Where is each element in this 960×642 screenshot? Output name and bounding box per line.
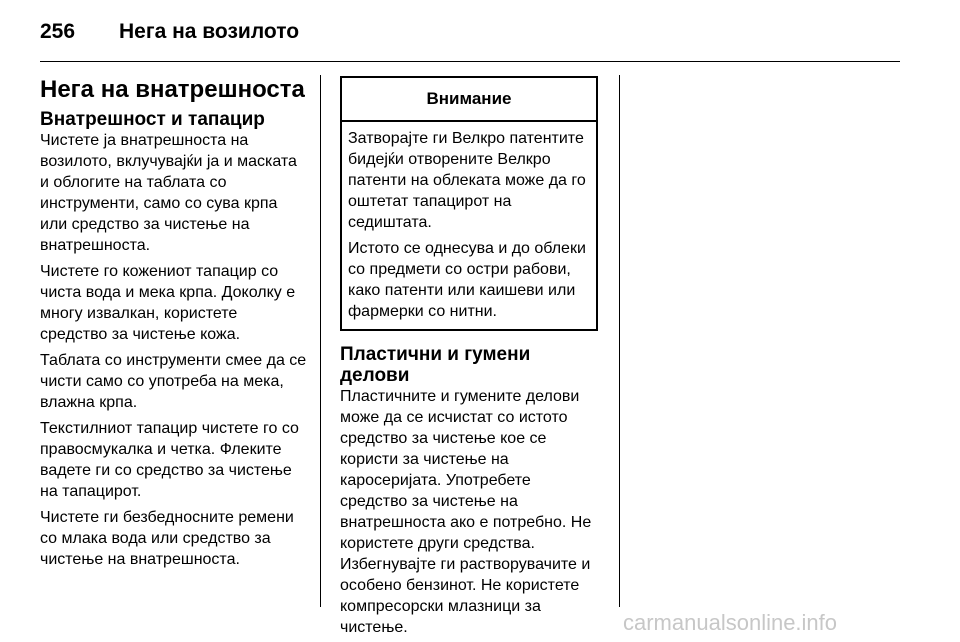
column-divider-right (619, 75, 620, 607)
watermark-text: carmanualsonline.info (623, 610, 838, 635)
page-number: 256 (40, 20, 76, 43)
paragraph: Чистете го кожениот тапацир со чиста вода и мека крпа. Доколку е многу извалкан, користете средство за чистење кожа. (40, 263, 296, 343)
caution-body (342, 122, 596, 329)
section-heading: Нега на внатрешноста (40, 76, 305, 103)
paragraph: Чистете ја внатрешноста на возилото, вклучувајќи ја и маската и облогите на таблата со инструменти, само со сува крпа или средство за чистење на внатрешноста. (40, 132, 297, 254)
column-divider-left (320, 75, 321, 607)
header-rule (40, 61, 900, 62)
paragraph: Чистете ги безбедносните ремени со млака вода или средство за чистење на внатрешноста. (40, 509, 294, 568)
plastic-rubber-heading: Пластични и гумени делови (340, 344, 531, 386)
caution-paragraph: Истото се однесува и до облеки со предмети со остри рабови, како патенти или каишеви или фармерки со нитни. (348, 240, 586, 320)
page-header-title: Нега на возилото (119, 20, 300, 43)
caution-paragraph: Затворајте ги Велкро патентите бидејќи отворените Велкро патенти на облеката може да го оштетат тапацирот на седиштата. (348, 130, 586, 231)
caution-title: Внимание (342, 78, 596, 122)
plastic-rubber-section (340, 344, 602, 638)
interior-upholstery-heading: Внатрешност и тапацир (40, 109, 265, 130)
left-column (40, 76, 308, 570)
paragraph: Таблата со инструменти смее да се чисти само со употреба на мека, влажна крпа. (40, 352, 307, 411)
paragraph: Пластичните и гумените делови може да се исчистат со истото средство за чистење кое се користи за чистење на каросеријата. Употребете средство за чистење на внатрешноста ако е потребно. Не користете други средства. Избегнувајте ги растворувачите и особено бензинот. Не користете компресорски млазници за чистење. (340, 388, 592, 636)
paragraph: Текстилниот тапацир чистете го со правосмукалка и четка. Флеките вадете ги со средство за чистење на тапацирот. (40, 420, 299, 500)
caution-box (340, 76, 598, 331)
middle-column (340, 76, 602, 638)
